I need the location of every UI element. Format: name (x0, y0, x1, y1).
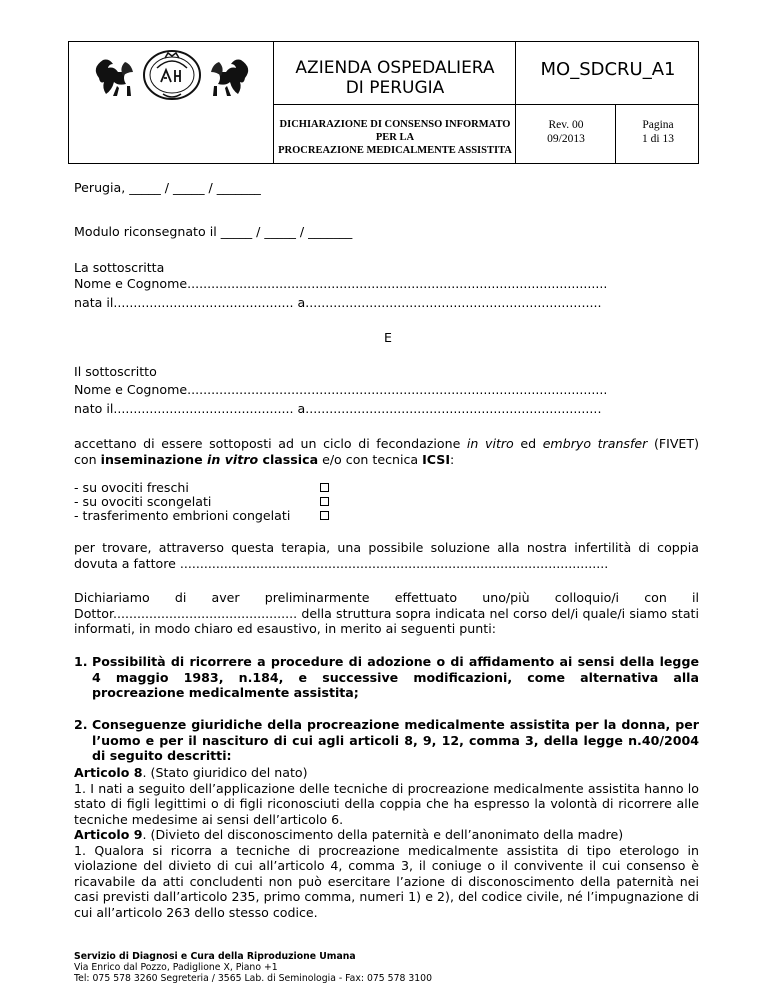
infertility-cause-paragraph: per trovare, attraverso questa terapia, una possibile soluzione alla nostra infertilità di coppia dovuta a fattore ........................................................................................................... (74, 540, 699, 571)
section-2-text: Conseguenze giuridiche della procreazione medicalmente assistita per la donna, per l’uomo e per il nascituro di cui agli articoli 8, 9, 12, comma 3, della legge n.40/2004 di seguito descritti: (92, 717, 699, 763)
checkbox-thawed-oocytes[interactable] (320, 497, 329, 506)
icsi-term: ICSI (422, 451, 451, 467)
org-line-2: DI PERUGIA (345, 78, 445, 98)
conjunction-e: E (384, 330, 392, 345)
she-name-field: Nome e Cognome......................................................................................................... (74, 276, 608, 291)
option-frozen-embryo-transfer: - trasferimento embrioni congelati (74, 508, 291, 523)
consent-text: accettano di essere sottoposti ad un ciclo di fecondazione (74, 436, 467, 451)
page-number: 1 di 13 (642, 133, 674, 145)
section-2 (74, 717, 699, 764)
in-vitro-term-bold: in vitro (207, 451, 259, 467)
article-9-body: 1. Qualora si ricorra a tecniche di procreazione medicalmente assistita di tipo eterologo in violazione del divieto di cui all’articolo 4, comma 3, il coniuge o il convivente il cui consenso è ricavabile da atti concludenti non può esercitare l’azione di disconoscimento della paternità nei casi previsti dall’articolo 235, primo comma, numeri 1) e 2), del codice civile, né l’impugnazione di cui all’articolo 263 dello stesso codice. (74, 842, 699, 920)
consent-text: : (450, 451, 455, 467)
footer-service: Servizio di Diagnosi e Cura della Riproduzione Umana (74, 951, 356, 962)
article-8-title: Articolo 8 (74, 765, 143, 780)
option-fresh-oocytes: - su ovociti freschi (74, 480, 189, 495)
he-name-field: Nome e Cognome......................................................................................................... (74, 382, 608, 397)
returned-date-line: Modulo riconsegnato il _____ / _____ / _______ (74, 224, 353, 239)
consent-paragraph (74, 436, 699, 467)
document-title (274, 118, 516, 157)
colloquium-paragraph: Dichiariamo di aver preliminarmente effettuato uno/più colloquio/i con il Dottor.............................................. della struttura sopra indicata nel corso del/i quale/i siamo stati informati, in modo chiaro ed esaustivo, in merito ai seguenti punti: (74, 590, 699, 636)
hospital-logo (77, 48, 267, 104)
page-info (616, 118, 700, 146)
option-thawed-oocytes: - su ovociti scongelati (74, 494, 212, 509)
organization-name (274, 58, 516, 98)
consent-text: ed (513, 436, 543, 451)
article-9-title: Articolo 9 (74, 827, 143, 842)
article-8-subtitle: . (Stato giuridico del nato) (142, 765, 308, 780)
revision-number: Rev. 00 (548, 119, 584, 131)
footer-phones: Tel: 075 578 3260 Segreteria / 3565 Lab. di Seminologia - Fax: 075 578 3100 (74, 973, 433, 984)
revision-date: 09/2013 (547, 133, 585, 145)
section-1 (74, 654, 699, 701)
place-date-line: Perugia, _____ / _____ / _______ (74, 180, 261, 195)
article-9 (74, 827, 699, 920)
consent-text: (FIVET) (647, 436, 699, 451)
she-heading: La sottoscritta (74, 260, 165, 275)
document-title-line-2: PROCREAZIONE MEDICALMENTE ASSISTITA (278, 145, 512, 156)
checkbox-frozen-embryo-transfer[interactable] (320, 511, 329, 520)
in-vitro-term: in vitro (466, 436, 514, 451)
article-8-body: 1. I nati a seguito dell’applicazione delle tecniche di procreazione medicalmente assistita hanno lo stato di figli legittimi o di figli riconosciuti della coppia che ha espresso la volontà di ricorrere alle tecniche medesime ai sensi dell’articolo 6. (74, 780, 699, 827)
checkbox-fresh-oocytes[interactable] (320, 483, 329, 492)
document-title-line-1: DICHIARAZIONE DI CONSENSO INFORMATO PER LA (279, 119, 511, 143)
classic-term: classica (258, 451, 319, 467)
consent-text: con (74, 451, 101, 467)
section-1-text: Possibilità di ricorrere a procedure di adozione o di affidamento ai sensi della legge 4 maggio 1983, n.184, e successive modificazioni, come alternativa alla procreazione medicalmente assistita; (92, 654, 699, 700)
section-1-number: 1. (74, 654, 88, 669)
article-8 (74, 765, 699, 827)
insemination-term: inseminazione (100, 451, 208, 467)
he-heading: Il sottoscritto (74, 364, 157, 379)
embryo-transfer-term: embryo transfer (542, 436, 648, 451)
section-2-number: 2. (74, 717, 88, 732)
she-birth-field: nata il............................................. a.......................................................................... (74, 295, 602, 310)
footer-address: Via Enrico dal Pozzo, Padiglione X, Piano +1 (74, 962, 278, 973)
article-9-subtitle: . (Divieto del disconoscimento della paternità e dell’anonimato della madre) (142, 827, 624, 842)
document-code: MO_SDCRU_A1 (540, 59, 676, 80)
document-header-table (68, 41, 699, 164)
revision-info (516, 118, 616, 146)
he-birth-field: nato il............................................. a.......................................................................... (74, 401, 602, 416)
consent-text: e/o con tecnica (318, 451, 423, 467)
org-line-1: AZIENDA OSPEDALIERA (295, 58, 495, 78)
page-label: Pagina (642, 119, 674, 131)
